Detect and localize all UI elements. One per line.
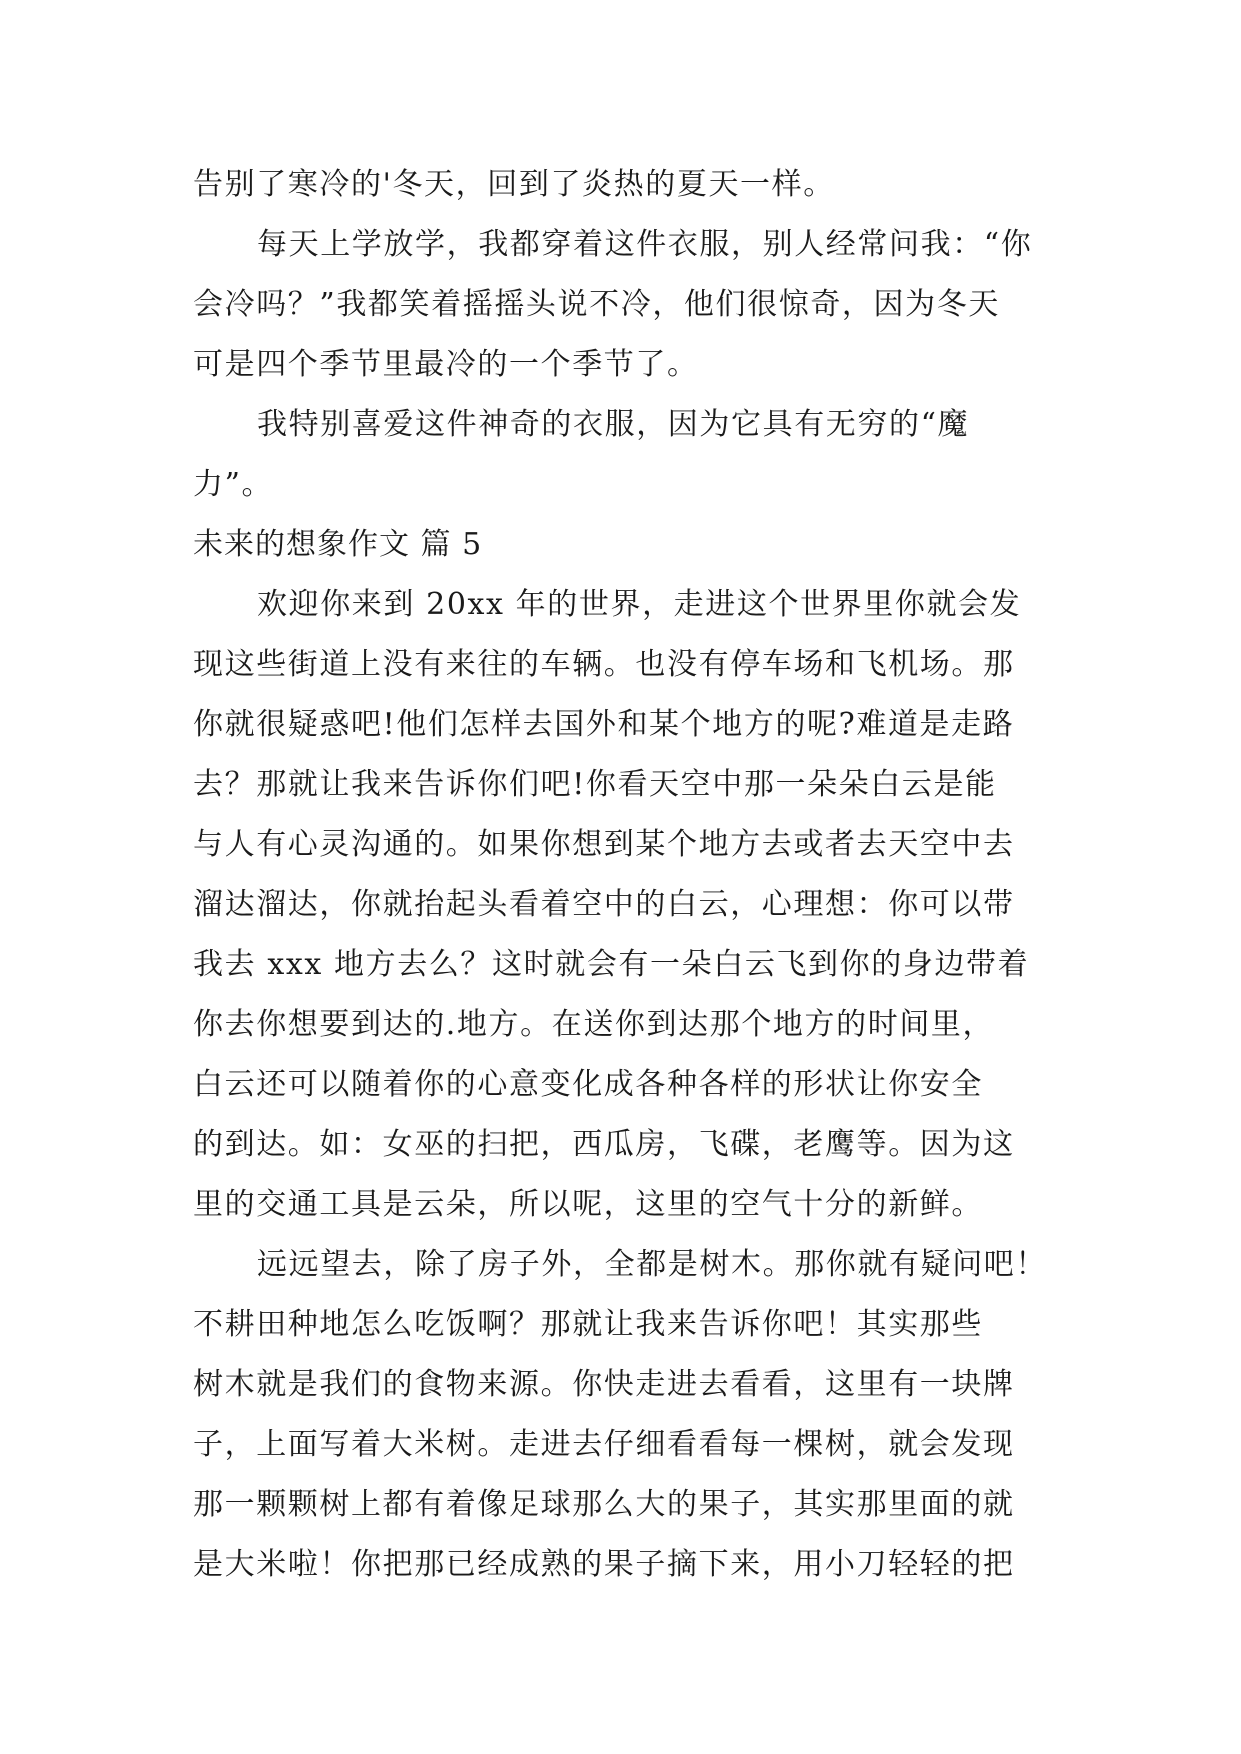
text-line: 力”。 — [193, 467, 274, 502]
text-line: 每天上学放学，我都穿着这件衣服，别人经常问我：“你 — [257, 227, 1033, 262]
paragraph — [193, 1235, 1047, 1595]
text-line: 远远望去，除了房子外，全都是树木。那你就有疑问吧！ — [257, 1247, 1047, 1282]
paragraph — [193, 215, 1047, 395]
paragraph — [193, 395, 1047, 515]
text-line: 树木就是我们的食物来源。你快走进去看看，这里有一块牌 — [193, 1367, 1015, 1402]
text-line: 不耕田种地怎么吃饭啊？那就让我来告诉你吧！其实那些 — [193, 1307, 983, 1342]
section-heading: 未来的想象作文 篇 5 — [193, 527, 483, 562]
text-line: 你去你想要到达的.地方。在送你到达那个地方的时间里， — [193, 1007, 995, 1042]
text-line: 溜达溜达，你就抬起头看着空中的白云，心理想：你可以带 — [193, 887, 1015, 922]
text-line: 那一颗颗树上都有着像足球那么大的果子，其实那里面的就 — [193, 1487, 1015, 1522]
text-line: 欢迎你来到 20xx 年的世界，走进这个世界里你就会发 — [257, 587, 1022, 622]
text-line: 子，上面写着大米树。走进去仔细看看每一棵树，就会发现 — [193, 1427, 1015, 1462]
text-line: 去？那就让我来告诉你们吧!你看天空中那一朵朵白云是能 — [193, 767, 997, 802]
text-line: 现这些街道上没有来往的车辆。也没有停车场和飞机场。那 — [193, 647, 1015, 682]
text-line: 我特别喜爱这件神奇的衣服，因为它具有无穷的“魔 — [257, 407, 970, 442]
text-line: 我去 xxx 地方去么？这时就会有一朵白云飞到你的身边带着 — [193, 947, 1030, 982]
text-line: 与人有心灵沟通的。如果你想到某个地方去或者去天空中去 — [193, 827, 1015, 862]
text-line: 的到达。如：女巫的扫把，西瓜房，飞碟，老鹰等。因为这 — [193, 1127, 1015, 1162]
text-line: 白云还可以随着你的心意变化成各种各样的形状让你安全 — [193, 1067, 983, 1102]
text-line: 里的交通工具是云朵，所以呢，这里的空气十分的新鲜。 — [193, 1187, 983, 1222]
text-line: 会冷吗？”我都笑着摇摇头说不冷，他们很惊奇，因为冬天 — [193, 287, 1000, 322]
text-line: 可是四个季节里最冷的一个季节了。 — [193, 347, 699, 382]
text-line: 告别了寒冷的'冬天，回到了炎热的夏天一样。 — [193, 167, 835, 202]
text-line: 是大米啦！你把那已经成熟的果子摘下来，用小刀轻轻的把 — [193, 1547, 1015, 1582]
paragraph — [193, 575, 1047, 1235]
text-line: 你就很疑惑吧!他们怎样去国外和某个地方的呢?难道是走路 — [193, 707, 1015, 742]
document-page — [193, 155, 1047, 1595]
paragraph — [193, 155, 1047, 215]
